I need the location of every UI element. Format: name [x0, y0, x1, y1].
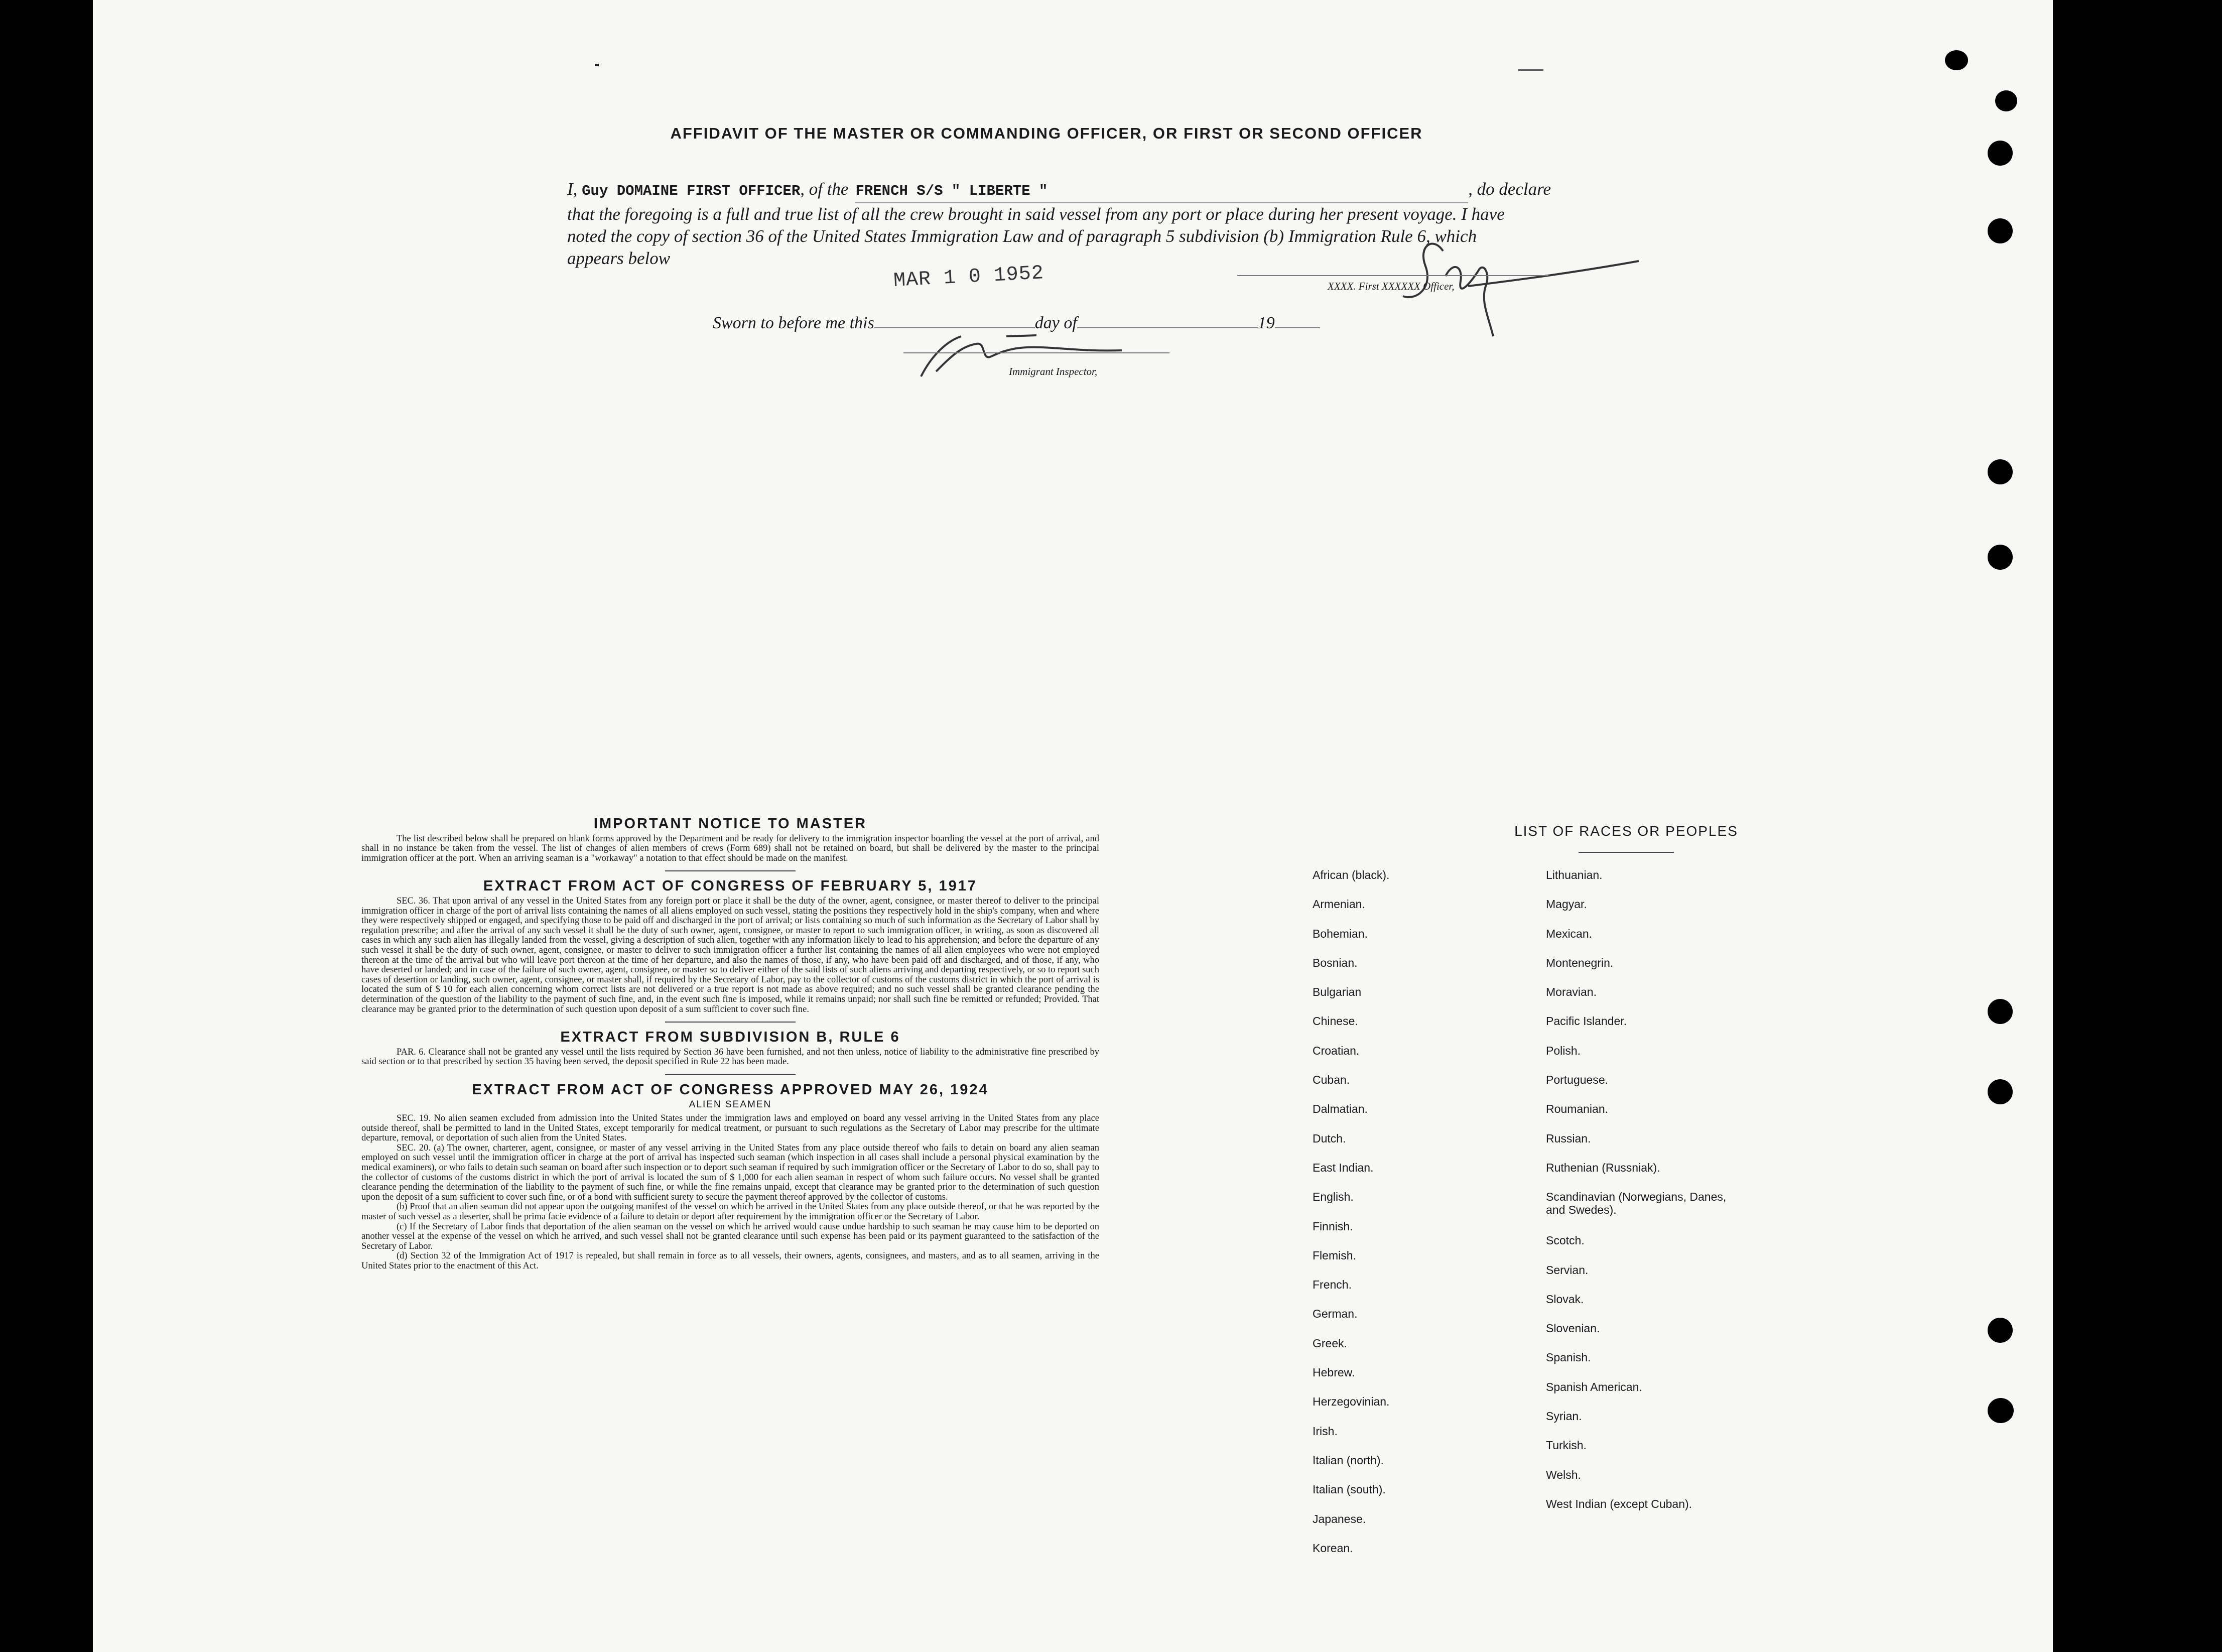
extract-1924-sec20b: (b) Proof that an alien seaman did not appear upon the outgoing manifest of the vessel on which he arrived in the United States from any place outside thereof, or that he was reported by the master of such vessel as a deserter, shall be prima facie evidence of a failure to detain or deport after requirement by the immigration officer or the Secretary of Labor.	[361, 1202, 1099, 1222]
binder-hole	[1988, 1318, 2013, 1343]
extract-1924-sec20c: (c) If the Secretary of Labor finds that deportation of the alien seaman on the vessel on which he arrived would cause undue hardship to such seaman he may cause him to be deported on another vessel at the expense of the vessel on which he arrived, and such vessel shall not be granted clearance until such expense has been paid or its payment guaranteed to the satisfaction of the Secretary of Labor.	[361, 1221, 1099, 1251]
race-item: Portuguese.	[1546, 1073, 1609, 1087]
race-item: Welsh.	[1546, 1468, 1581, 1481]
document-page	[93, 0, 2053, 1652]
typed-vessel-name: FRENCH S/S " LIBERTE "	[855, 180, 1468, 203]
race-item: Bohemian.	[1313, 927, 1368, 940]
extract-1924-title: EXTRACT FROM ACT OF CONGRESS APPROVED MAY 26, 1924	[472, 1081, 989, 1098]
sworn-prefix: Sworn to before me this	[713, 314, 874, 332]
extract-1924-sec19: SEC. 19. No alien seamen excluded from admission into the United States under the immigration laws and employed on board any vessel arriving in the United States from any place outside thereof, shall be permitted to land in the United States, except temporarily for medical treatment, or pursuant to such regulations as the Secretary of Labor may prescribe for the ultimate departure, removal, or deportation of such alien from the United States.	[361, 1113, 1099, 1143]
race-item: Lithuanian.	[1546, 868, 1603, 881]
races-title-divider	[1579, 852, 1674, 853]
race-item: Chinese.	[1313, 1014, 1358, 1028]
inspector-label: Immigrant Inspector,	[1009, 365, 1098, 377]
race-item: Slovak.	[1546, 1292, 1584, 1306]
typed-officer-name: Guy DOMAINE FIRST OFFICER	[582, 183, 801, 199]
date-stamp: MAR 1 0 1952	[893, 262, 1045, 293]
inspector-signature-line	[903, 352, 1169, 353]
race-item: Cuban.	[1313, 1073, 1350, 1087]
race-item: Irish.	[1313, 1424, 1338, 1438]
race-item: Mexican.	[1546, 927, 1593, 940]
race-item: Flemish.	[1313, 1248, 1356, 1262]
affidavit-title: AFFIDAVIT OF THE MASTER OR COMMANDING OFFICER, OR FIRST OR SECOND OFFICER	[670, 124, 1423, 142]
extract-rule6-text: PAR. 6. Clearance shall not be granted any vessel until the lists required by Section 36 have been furnished, and not then unless, notice of liability to the administrative fine prescribed by said section or to that prescribed by section 35 having been served, the deposit specified in Rule 22 has been made.	[361, 1047, 1099, 1067]
declaration-body: that the foregoing is a full and true list of all the crew brought in said vessel from any port or place during her present voyage. I have noted the copy of section 36 of the United States Immigration Law and of paragraph 5 subdivision (b) Immigration Rule 6, which appears below	[567, 204, 1505, 268]
margin-mark	[595, 64, 599, 66]
race-item: Slovenian.	[1546, 1322, 1600, 1335]
race-item: Spanish.	[1546, 1351, 1591, 1364]
declaration-suffix: , do declare	[1468, 179, 1551, 199]
race-item: Greek.	[1313, 1336, 1348, 1350]
race-item: Pacific Islander.	[1546, 1014, 1627, 1028]
sworn-day-label: day of	[1034, 314, 1077, 332]
race-item: English.	[1313, 1190, 1354, 1204]
race-item: Polish.	[1546, 1044, 1581, 1057]
race-item: Dalmatian.	[1313, 1102, 1368, 1116]
race-item: Dutch.	[1313, 1131, 1346, 1145]
race-item: African (black).	[1313, 868, 1390, 881]
race-item: Japanese.	[1313, 1512, 1366, 1526]
binder-hole	[1988, 218, 2013, 243]
race-item: Turkish.	[1546, 1439, 1587, 1452]
race-item: Croatian.	[1313, 1044, 1360, 1057]
races-title: LIST OF RACES OR PEOPLES	[1514, 823, 1738, 839]
race-item: Armenian.	[1313, 898, 1365, 911]
race-item: Servian.	[1546, 1263, 1589, 1277]
extract-1917-text: SEC. 36. That upon arrival of any vessel in the United States from any foreign port or place it shall be the duty of the owner, agent, consignee, or master thereof to deliver to the principal immigration officer in charge of the port of arrival lists containing the names of all aliens employed on such vessel, stating the positions they respectively hold in the ship's company, when and where they were respectively shipped or engaged, and specifying those to be paid off and discharged in the port of arrival; or lists containing so much of such information as the Secretary of Labor shall by regulation prescribe; and after the arrival of any such vessel it shall be the duty of such owner, agent, consignee, or master to report to such immigration officer, in writing, as soon as discovered all cases in which any such alien has illegally landed from the vessel, giving a description of such alien, together with any information likely to lead to his apprehension; and before the departure of any such vessel it shall be the duty of such owner, agent, consignee, or master to deliver to such immigration officer a further list containing the names of all alien employees who were not employed thereon at the time of the arrival but who will leave port thereon at the time of her departure, and also the names of those, if any, who have been paid off and discharged, and of those, if any, who have deserted or landed; and in case of the failure of such owner, agent, consignee, or master so to deliver either of the said lists of such aliens arriving and departing respectively, or so to report such cases of desertion or landing, such owner, agent, consignee, or master shall, if required by the Secretary of Labor, pay to the collector of customs of the customs district in which the port of arrival is located the sum of $ 10 for each alien concerning whom correct lists are not delivered or a true report is not made as above required; and no such vessel shall be granted clearance pending the determination of the question of the liability to the payment of such fine, and, in the event such fine is imposed, while it remains unpaid; nor shall such fine be remitted or refunded; Provided. That clearance may be granted prior to the determination of such question upon deposit of a sum sufficient to cover such fine.	[361, 896, 1099, 1014]
race-item: German.	[1313, 1307, 1358, 1321]
extract-1917-title: EXTRACT FROM ACT OF CONGRESS OF FEBRUARY 5, 1917	[483, 878, 978, 895]
race-item: Herzegovinian.	[1313, 1395, 1390, 1409]
race-item: Italian (south).	[1313, 1483, 1386, 1496]
race-item: Magyar.	[1546, 898, 1587, 911]
binder-hole	[1988, 141, 2013, 166]
race-item: Bulgarian	[1313, 985, 1362, 999]
race-item: Moravian.	[1546, 985, 1597, 999]
race-item: Syrian.	[1546, 1410, 1582, 1423]
section-divider	[665, 1022, 796, 1023]
race-item: Montenegrin.	[1546, 956, 1614, 969]
sworn-year-blank	[1275, 312, 1320, 328]
race-item: Scandinavian (Norwegians, Danes, and Swedes).	[1546, 1190, 1727, 1217]
extract-rule6-title: EXTRACT FROM SUBDIVISION B, RULE 6	[560, 1029, 900, 1046]
legal-notices-column	[361, 816, 1099, 1272]
section-divider	[665, 1074, 796, 1075]
extract-1924-sec20d: (d) Section 32 of the Immigration Act of 1917 is repealed, but shall remain in force as to all vessels, their owners, agents, consignees, and masters, and as to all seamen, arriving in the United States prior to the enactment of this Act.	[361, 1251, 1099, 1271]
declaration-mid: , of the	[800, 179, 849, 199]
notice-text: The list described below shall be prepared on blank forms approved by the Department and be ready for delivery to the immigration inspector boarding the vessel at the port of arrival, and shall in no instance be taken from the vessel. The list of changes of alien members of crews (Form 689) shall not be retained on board, but shall be delivered by the master to the principal immigration officer at the port. When an arriving seaman is a "workaway" a notation to that effect should be made on the manifest.	[361, 833, 1099, 863]
race-item: West Indian (except Cuban).	[1546, 1497, 1692, 1510]
binder-hole	[1988, 545, 2013, 570]
extract-1924-subtitle: ALIEN SEAMEN	[689, 1099, 772, 1110]
race-item: Korean.	[1313, 1541, 1353, 1555]
sworn-year-label: 19	[1257, 314, 1275, 332]
race-item: Spanish American.	[1546, 1380, 1642, 1393]
race-item: Ruthenian (Russniak).	[1546, 1161, 1660, 1174]
binder-hole	[1988, 999, 2013, 1024]
race-item: Russian.	[1546, 1131, 1591, 1145]
race-item: Bosnian.	[1313, 956, 1358, 969]
declaration-first-line	[567, 178, 1551, 203]
binder-hole	[1995, 90, 2017, 111]
race-item: Hebrew.	[1313, 1366, 1355, 1379]
races-column-1	[1313, 868, 1528, 1571]
declaration-prefix: I,	[567, 179, 578, 199]
binder-hole	[1945, 50, 1968, 70]
race-item: East Indian.	[1313, 1161, 1374, 1174]
binder-hole	[1988, 1398, 2014, 1423]
race-item: Italian (north).	[1313, 1453, 1384, 1467]
officer-title-label: XXXX. First XXXXXX Officer,	[1328, 280, 1455, 292]
binder-hole	[1988, 1079, 2013, 1104]
race-item: Finnish.	[1313, 1219, 1353, 1233]
notice-title: IMPORTANT NOTICE TO MASTER	[593, 816, 867, 832]
officer-signature-line	[1237, 275, 1548, 276]
section-divider	[665, 870, 796, 871]
race-item: Scotch.	[1546, 1234, 1585, 1247]
extract-1924-sec20a: SEC. 20. (a) The owner, charterer, agent, consignee, or master of any vessel arriving in the United States from any place outside thereof who fails to detain on board any alien seaman employed on such vessel until the immigration officer in charge at the port of arrival has inspected such seaman (which inspection in all cases shall include a personal physical examination by the medical examiners), or who fails to detain such seaman on board after such inspection or to deport such seaman if required by such immigration officer or the Secretary of Labor to do so, shall pay to the collector of customs of the customs district in which the port of arrival is located the sum of $ 1,000 for each alien seaman in respect of whom such failure occurs. No vessel shall be granted clearance pending the determination of the liability to the payment of such fine, or while the fine remains unpaid, except that clearance may be granted prior to the determination of such question upon the deposit of a sum sufficient to cover such fine, or of a bond with sufficient surety to secure the payment thereof approved by the collector of customs.	[361, 1142, 1099, 1202]
binder-hole	[1988, 459, 2013, 484]
margin-mark	[1518, 69, 1543, 71]
races-column-2	[1546, 868, 1737, 1527]
race-item: Roumanian.	[1546, 1102, 1609, 1116]
race-item: French.	[1313, 1278, 1352, 1292]
